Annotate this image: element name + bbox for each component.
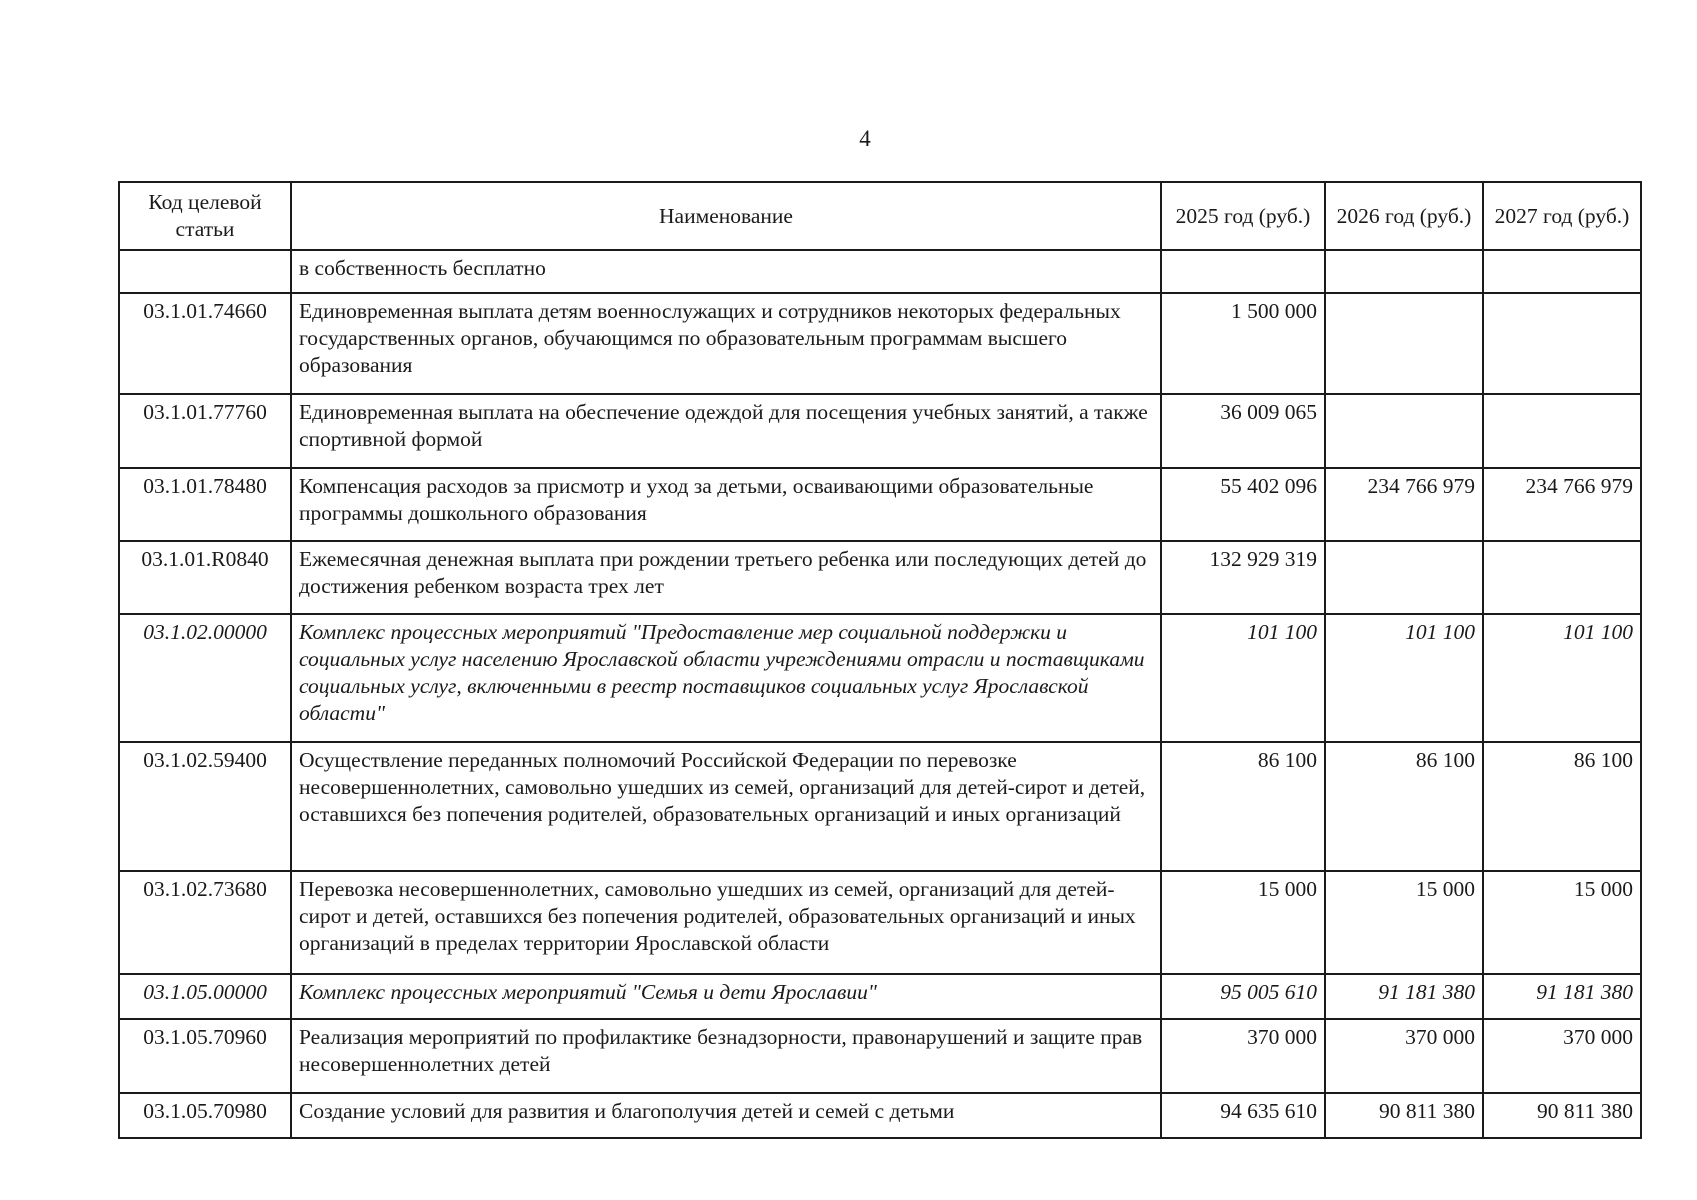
- table-row: [119, 871, 1641, 974]
- row-name: в собственность бесплатно: [291, 250, 1161, 293]
- row-code: 03.1.02.00000: [119, 614, 291, 742]
- row-value-2027: 101 100: [1483, 614, 1641, 742]
- row-code: 03.1.02.59400: [119, 742, 291, 871]
- table-row: [119, 541, 1641, 614]
- table-row: [119, 394, 1641, 468]
- table-row: [119, 468, 1641, 541]
- row-name: Комплекс процессных мероприятий "Предоставление мер социальной поддержки и социальных услуг населению Ярославской области учреждениями отрасли и поставщиками социальных услуг, включенными в реестр поставщиков социальных услуг Ярославской области": [291, 614, 1161, 742]
- row-value-2025: 101 100: [1161, 614, 1325, 742]
- row-value-2027: 91 181 380: [1483, 974, 1641, 1019]
- row-code: 03.1.05.00000: [119, 974, 291, 1019]
- header-year-2027: 2027 год (руб.): [1483, 182, 1641, 250]
- row-value-2027: [1483, 394, 1641, 468]
- row-value-2027: [1483, 541, 1641, 614]
- row-value-2026: [1325, 394, 1483, 468]
- row-name: Перевозка несовершеннолетних, самовольно ушедших из семей, организаций для детей-сирот и детей, оставшихся без попечения родителей, образовательных организаций и иных организаций в пределах территории Ярославской области: [291, 871, 1161, 974]
- row-value-2027: 370 000: [1483, 1019, 1641, 1093]
- row-code: 03.1.01.77760: [119, 394, 291, 468]
- row-name: Реализация мероприятий по профилактике безнадзорности, правонарушений и защите прав несовершеннолетних детей: [291, 1019, 1161, 1093]
- row-value-2026: 86 100: [1325, 742, 1483, 871]
- row-value-2025: 370 000: [1161, 1019, 1325, 1093]
- row-value-2027: 86 100: [1483, 742, 1641, 871]
- row-name: Создание условий для развития и благополучия детей и семей с детьми: [291, 1093, 1161, 1138]
- row-code: 03.1.05.70960: [119, 1019, 291, 1093]
- row-value-2026: 15 000: [1325, 871, 1483, 974]
- row-value-2026: [1325, 250, 1483, 293]
- row-value-2025: 94 635 610: [1161, 1093, 1325, 1138]
- header-name: Наименование: [291, 182, 1161, 250]
- row-value-2026: 90 811 380: [1325, 1093, 1483, 1138]
- row-code: 03.1.01.78480: [119, 468, 291, 541]
- header-code: Код целевой статьи: [119, 182, 291, 250]
- row-value-2025: [1161, 250, 1325, 293]
- row-code: 03.1.05.70980: [119, 1093, 291, 1138]
- row-value-2025: 55 402 096: [1161, 468, 1325, 541]
- row-value-2027: 90 811 380: [1483, 1093, 1641, 1138]
- row-name: Комплекс процессных мероприятий "Семья и дети Ярославии": [291, 974, 1161, 1019]
- row-value-2027: 234 766 979: [1483, 468, 1641, 541]
- table-row-subtotal: [119, 614, 1641, 742]
- row-code: 03.1.01.R0840: [119, 541, 291, 614]
- row-code: 03.1.01.74660: [119, 293, 291, 394]
- row-value-2026: 91 181 380: [1325, 974, 1483, 1019]
- row-value-2026: 234 766 979: [1325, 468, 1483, 541]
- table-row: [119, 293, 1641, 394]
- row-value-2026: 101 100: [1325, 614, 1483, 742]
- row-value-2025: 36 009 065: [1161, 394, 1325, 468]
- row-value-2026: [1325, 293, 1483, 394]
- row-name: Ежемесячная денежная выплата при рождении третьего ребенка или последующих детей до достижения ребенком возраста трех лет: [291, 541, 1161, 614]
- row-name: Единовременная выплата детям военнослужащих и сотрудников некоторых федеральных государственных органов, обучающимся по образовательным программам высшего образования: [291, 293, 1161, 394]
- header-year-2026: 2026 год (руб.): [1325, 182, 1483, 250]
- row-code: 03.1.02.73680: [119, 871, 291, 974]
- row-code: [119, 250, 291, 293]
- table-header-row: [119, 182, 1641, 250]
- row-name: Осуществление переданных полномочий Российской Федерации по перевозке несовершеннолетних, самовольно ушедших из семей, организаций для детей-сирот и детей, оставшихся без попечения родителей, образовательных организаций и иных организаций: [291, 742, 1161, 871]
- row-name: Единовременная выплата на обеспечение одеждой для посещения учебных занятий, а также спортивной формой: [291, 394, 1161, 468]
- row-value-2025: 86 100: [1161, 742, 1325, 871]
- header-year-2025: 2025 год (руб.): [1161, 182, 1325, 250]
- row-value-2025: 15 000: [1161, 871, 1325, 974]
- row-value-2027: [1483, 250, 1641, 293]
- row-value-2026: 370 000: [1325, 1019, 1483, 1093]
- row-value-2025: 95 005 610: [1161, 974, 1325, 1019]
- table-row-subtotal: [119, 974, 1641, 1019]
- row-value-2027: 15 000: [1483, 871, 1641, 974]
- page-number: 4: [859, 126, 871, 151]
- table-row: [119, 250, 1641, 293]
- row-name: Компенсация расходов за присмотр и уход за детьми, осваивающими образовательные программы дошкольного образования: [291, 468, 1161, 541]
- budget-table: [118, 181, 1642, 1139]
- table-row: [119, 742, 1641, 871]
- row-value-2026: [1325, 541, 1483, 614]
- row-value-2025: 1 500 000: [1161, 293, 1325, 394]
- row-value-2027: [1483, 293, 1641, 394]
- row-value-2025: 132 929 319: [1161, 541, 1325, 614]
- table-row: [119, 1093, 1641, 1138]
- table-row: [119, 1019, 1641, 1093]
